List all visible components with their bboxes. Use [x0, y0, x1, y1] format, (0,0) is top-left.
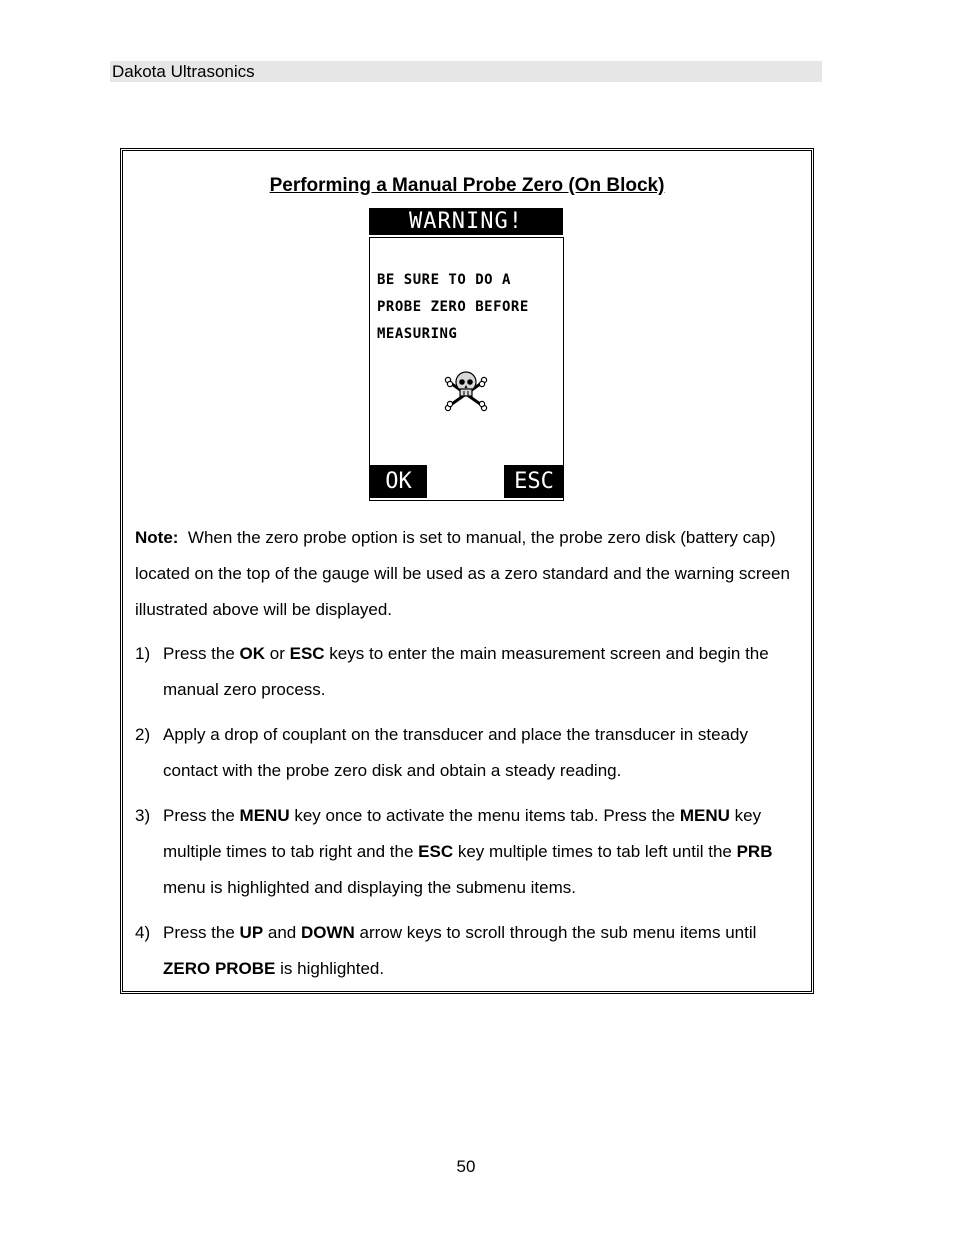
- key-name: OK: [239, 644, 266, 663]
- step-text-segment: key multiple times to tab right and the: [163, 806, 762, 861]
- step-text-segment: menu is highlighted and displaying the submenu items.: [163, 878, 576, 897]
- step-number: 2): [135, 725, 151, 744]
- esc-softkey: ESC: [504, 465, 564, 498]
- step-text-segment: arrow keys to scroll through the sub menu items until: [354, 923, 757, 942]
- step-number: 3): [135, 806, 151, 825]
- key-name: ESC: [418, 842, 454, 861]
- page-number: 50: [456, 1157, 476, 1176]
- key-name: MENU: [679, 806, 730, 825]
- step-text-segment: Press the: [163, 806, 240, 825]
- section-title: Performing a Manual Probe Zero (On Block): [269, 175, 665, 196]
- gauge-screen-illustration: [369, 208, 565, 500]
- step-text: [163, 923, 756, 978]
- note-text: When the zero probe option is set to manual, the probe zero disk (battery cap) located on the top of the gauge will be used as a zero standard and the warning screen illustrated above will be displayed.: [135, 528, 790, 619]
- step-text-segment: Press the: [163, 644, 240, 663]
- screen-body: [369, 237, 564, 501]
- skull-crossbones-icon: [444, 368, 488, 412]
- step-text: [163, 725, 748, 780]
- step-text-segment: key once to activate the menu items tab. Press the: [289, 806, 680, 825]
- step-item: [135, 915, 805, 987]
- step-text-segment: Apply a drop of couplant on the transducer and place the transducer in steady contact with the probe zero disk and obtain a steady reading.: [163, 725, 748, 780]
- key-name: ESC: [289, 644, 325, 663]
- step-text: [163, 644, 769, 699]
- step-list: [135, 636, 805, 996]
- note-paragraph: [135, 520, 805, 628]
- screen-line: MEASURING: [377, 326, 458, 342]
- key-name: MENU: [239, 806, 290, 825]
- running-header: [110, 61, 822, 82]
- step-number: 4): [135, 923, 151, 942]
- key-name: DOWN: [300, 923, 355, 942]
- step-number: 1): [135, 644, 151, 663]
- warning-title: WARNING!: [369, 208, 563, 235]
- ok-softkey: OK: [370, 465, 427, 498]
- key-name: UP: [239, 923, 264, 942]
- screen-line: BE SURE TO DO A: [377, 272, 511, 288]
- key-name: ZERO PROBE: [163, 959, 276, 978]
- step-text-segment: Press the: [163, 923, 240, 942]
- step-item: [135, 636, 805, 708]
- step-text-segment: or: [265, 644, 290, 663]
- step-text-segment: and: [263, 923, 301, 942]
- step-text-segment: is highlighted.: [275, 959, 385, 978]
- procedure-box: [120, 148, 814, 994]
- step-item: [135, 798, 805, 906]
- step-text-segment: key multiple times to tab left until the: [453, 842, 737, 861]
- step-item: [135, 717, 805, 789]
- step-text-segment: keys to enter the main measurement screen and begin the manual zero process.: [163, 644, 769, 699]
- header-text: Dakota Ultrasonics: [112, 62, 255, 81]
- step-text: [163, 806, 772, 897]
- note-label: Note:: [135, 528, 179, 547]
- screen-line: PROBE ZERO BEFORE: [377, 299, 529, 315]
- key-name: PRB: [736, 842, 773, 861]
